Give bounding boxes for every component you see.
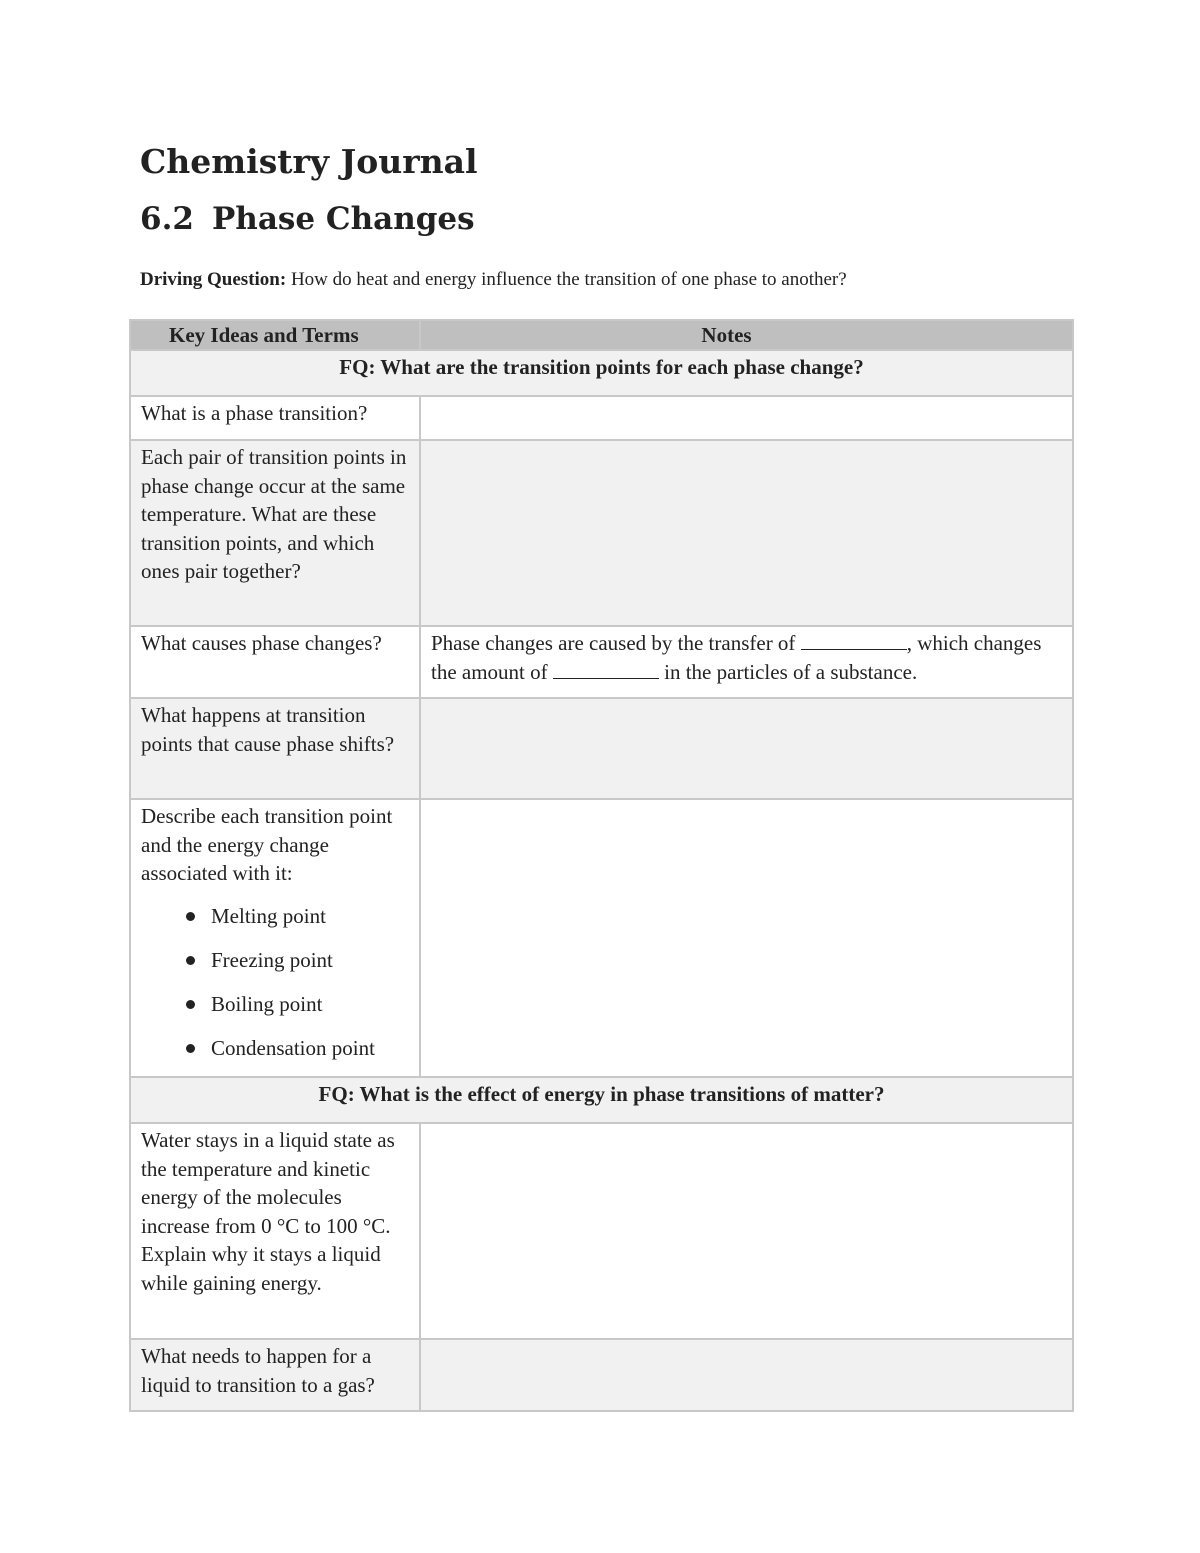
- section-title: [140, 197, 475, 241]
- notes-cell[interactable]: [420, 1339, 1073, 1411]
- transition-point-list: [141, 902, 409, 1063]
- section-number: 6.2: [140, 201, 194, 237]
- header-key-ideas: Key Ideas and Terms: [130, 320, 420, 350]
- fill-in-blank-2[interactable]: [553, 660, 659, 679]
- list-item: Condensation point: [181, 1034, 409, 1063]
- notes-cell[interactable]: [420, 626, 1073, 698]
- section-name: Phase Changes: [212, 201, 475, 237]
- driving-question-label: Driving Question:: [140, 269, 287, 290]
- focus-question-row: [130, 1077, 1073, 1123]
- list-item: Boiling point: [181, 990, 409, 1019]
- notes-cell[interactable]: [420, 1123, 1073, 1339]
- focus-question-row: [130, 350, 1073, 396]
- note-text-part3: in the particles of a substance.: [658, 659, 918, 684]
- table-row: [130, 626, 1073, 698]
- driving-question: [140, 265, 847, 295]
- key-idea-text: Describe each transition point and the energy change associated with it:: [141, 804, 393, 886]
- key-idea-cell: Each pair of transition points in phase change occur at the same temperature. What are these transition points, and which ones pair together?: [130, 440, 420, 626]
- list-item: Melting point: [181, 902, 409, 931]
- table-row: [130, 1123, 1073, 1339]
- focus-question-2: FQ: What is the effect of energy in phase transitions of matter?: [130, 1077, 1073, 1123]
- notes-cell[interactable]: [420, 440, 1073, 626]
- key-idea-cell: What causes phase changes?: [130, 626, 420, 698]
- driving-question-text: How do heat and energy influence the transition of one phase to another?: [290, 269, 847, 290]
- focus-question-1: FQ: What are the transition points for each phase change?: [130, 350, 1073, 396]
- notes-cell[interactable]: [420, 698, 1073, 799]
- table-header-row: [130, 320, 1073, 350]
- page-title: Chemistry Journal: [140, 142, 478, 181]
- notes-table: [129, 319, 1074, 1412]
- table-row: [130, 698, 1073, 799]
- key-idea-cell: Water stays in a liquid state as the temperature and kinetic energy of the molecules increase from 0 °C to 100 °C. Explain why it stays a liquid while gaining energy.: [130, 1123, 420, 1339]
- key-idea-cell: [130, 799, 420, 1077]
- key-idea-cell: What is a phase transition?: [130, 396, 420, 440]
- note-text-part1: Phase changes are caused by the transfer of: [431, 631, 801, 655]
- table-row: [130, 440, 1073, 626]
- table-row: [130, 396, 1073, 440]
- key-idea-cell: What needs to happen for a liquid to transition to a gas?: [130, 1339, 420, 1411]
- fill-in-blank-1[interactable]: [801, 631, 907, 650]
- notes-cell[interactable]: [420, 396, 1073, 440]
- note-text-part2: , which changes the amount of: [431, 631, 1042, 684]
- table-row: [130, 1339, 1073, 1411]
- header-notes: Notes: [420, 320, 1073, 350]
- table-row: [130, 799, 1073, 1077]
- key-idea-cell: What happens at transition points that cause phase shifts?: [130, 698, 420, 799]
- list-item: Freezing point: [181, 946, 409, 975]
- notes-cell[interactable]: [420, 799, 1073, 1077]
